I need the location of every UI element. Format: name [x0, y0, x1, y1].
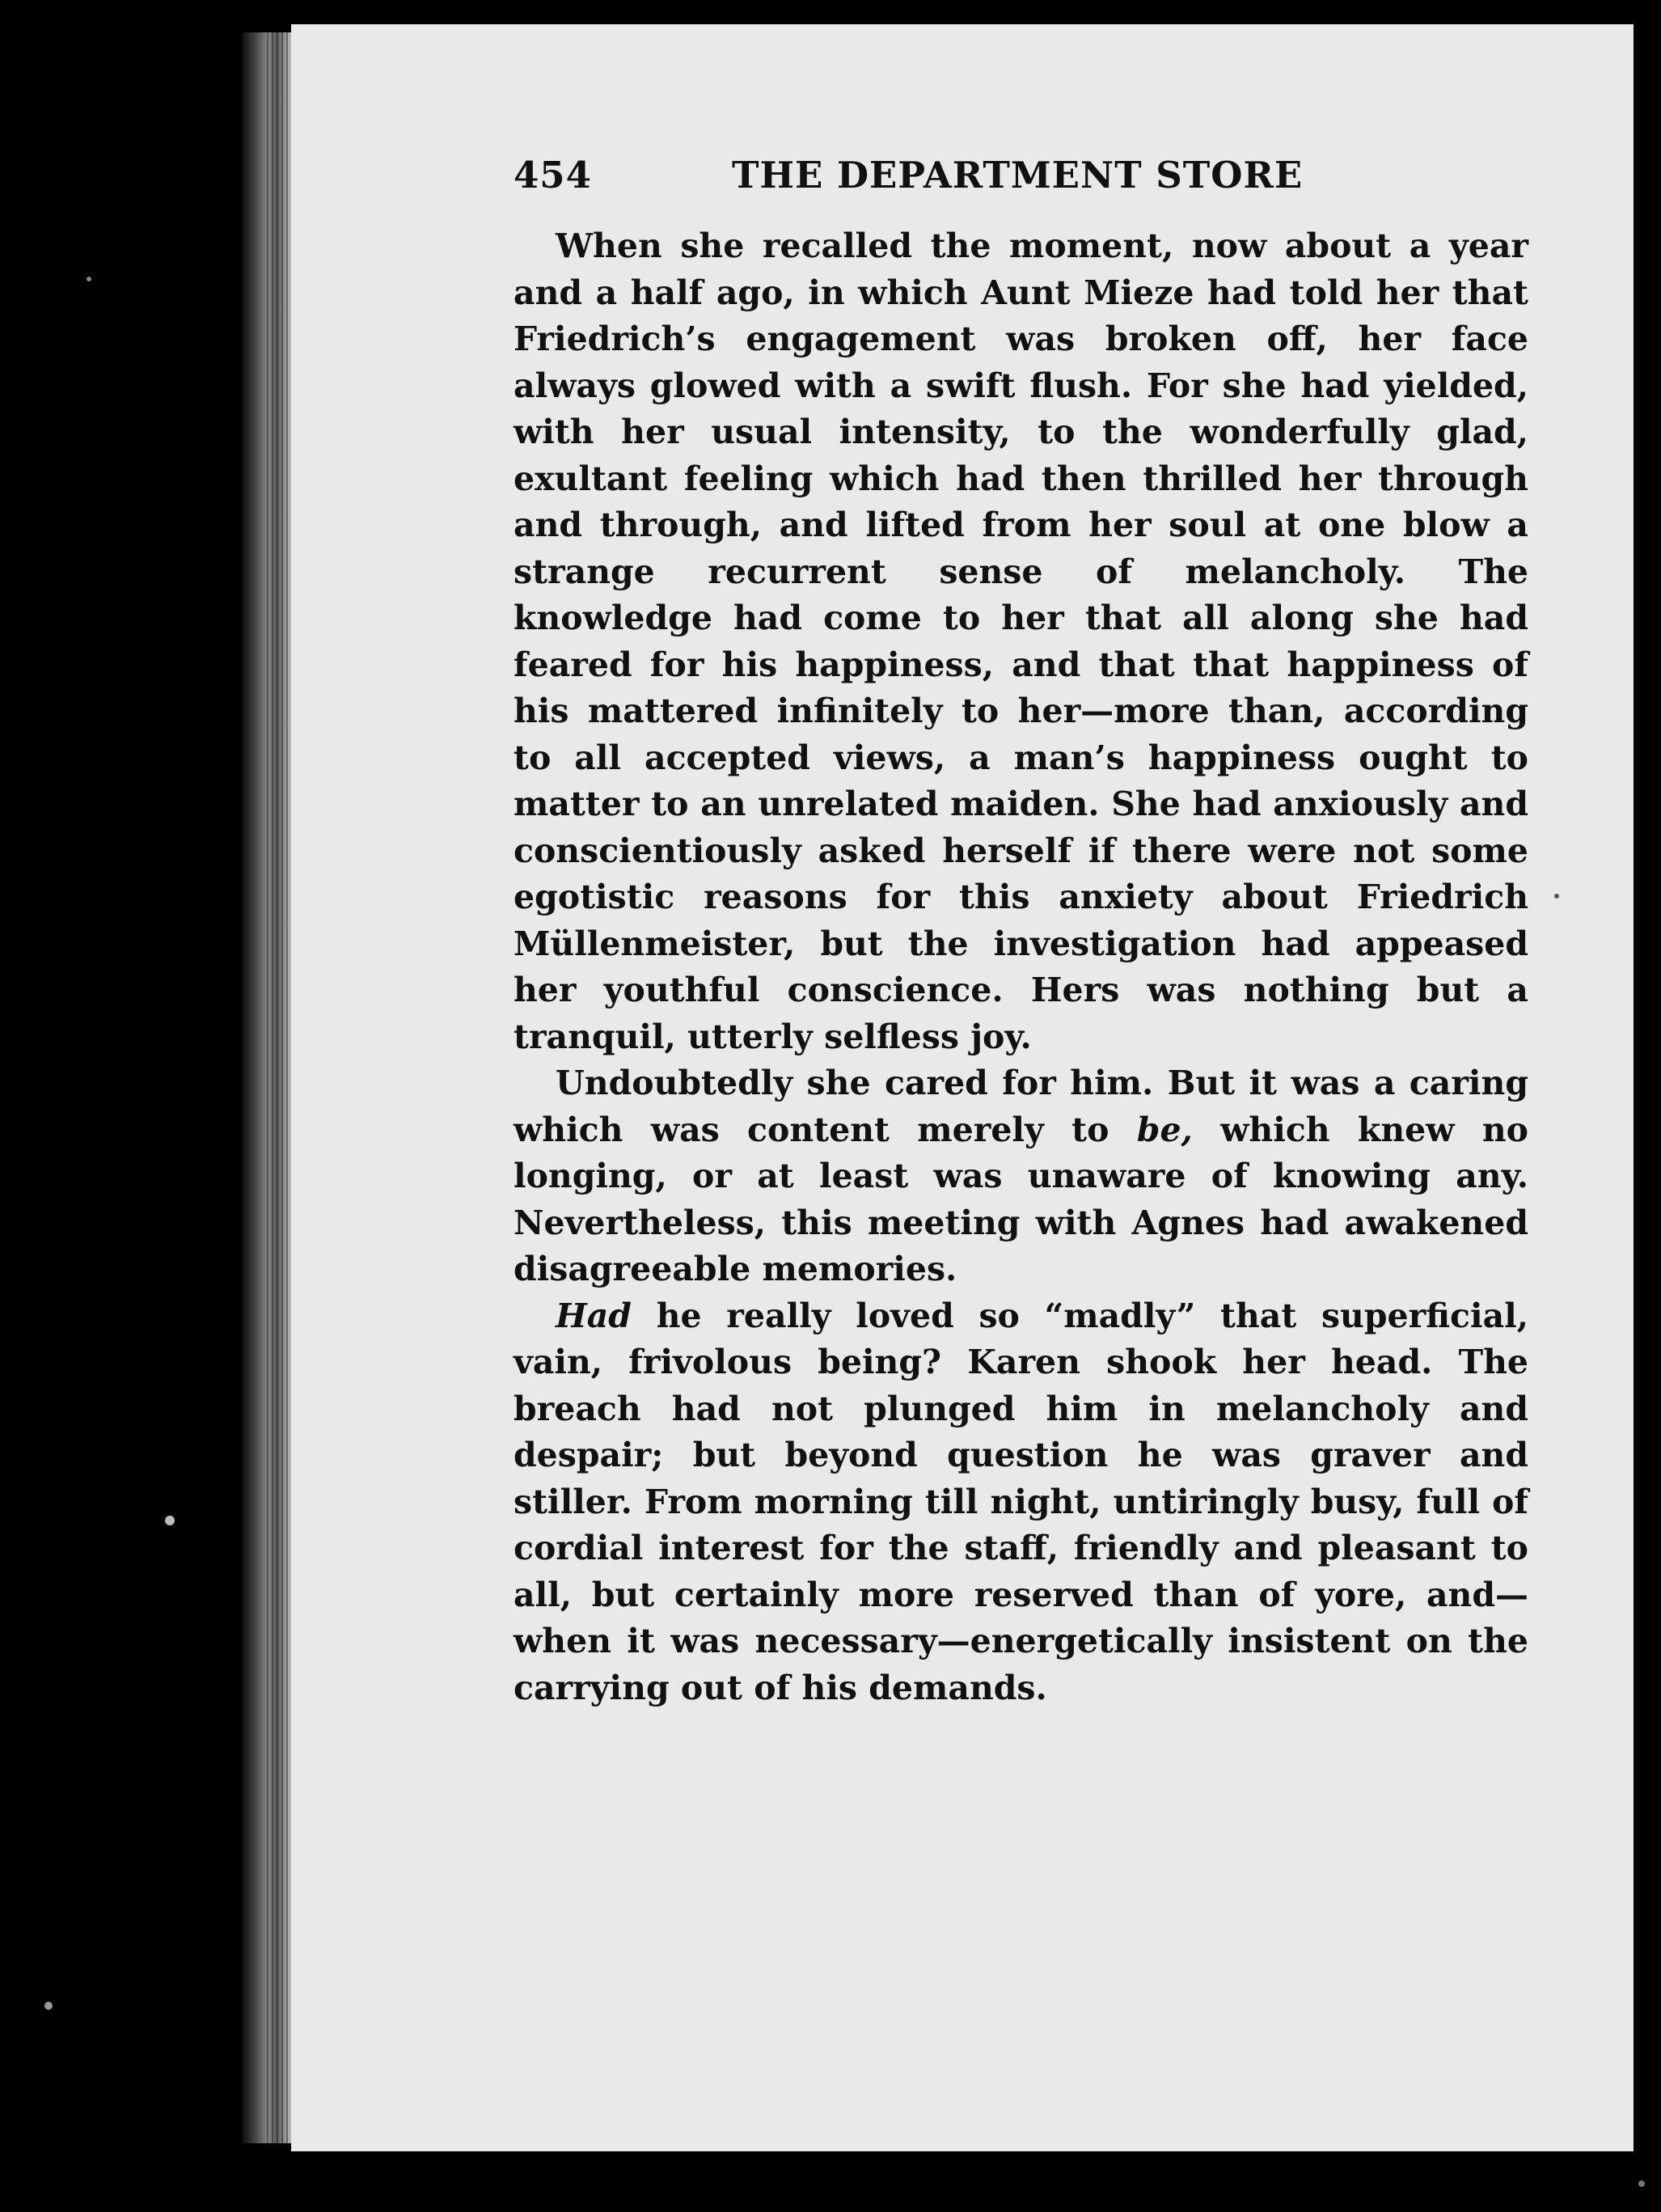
book-page — [291, 24, 1634, 2151]
book-edge — [0, 0, 267, 2212]
running-head — [514, 146, 1528, 202]
running-title: THE DEPARTMENT STORE — [732, 154, 1304, 197]
text-run: which knew no longing, or at least was unaware of knowing any. Nevertheless, this meeting with Agnes had awakened disagreeable memories. — [514, 1110, 1529, 1288]
italic-text: be, — [1136, 1110, 1193, 1149]
page-number: 454 — [514, 154, 592, 197]
paragraph — [514, 1293, 1528, 1712]
speck — [1638, 2180, 1645, 2187]
body-text — [514, 223, 1528, 1711]
text-run: When she recalled the moment, now about a year and a half ago, in which Aunt Mieze had told her that Friedrich’s engagement was broken off, her face always glowed with a swift flush. For she had yielded, with her usual intensity, to the wonderfully glad, exultant feeling which had then thrilled her through and through, and lifted from her soul at one blow a strange recurrent sense of melancholy. The knowledge had come to her that all along she had feared for his happiness, and that that happiness of his mattered infinitely to her—more than, according to all accepted views, a man’s happiness ought to matter to an unrelated maiden. She had anxiously and conscientiously asked herself if there were not some egotistic reasons for this anxiety about Friedrich Müllenmeister, but the investigation had appeased her youthful conscience. Hers was nothing but a tranquil, utterly selfless joy. — [514, 226, 1528, 1056]
text-run: he really loved so “madly” that superficial, vain, frivolous being? Karen shook her head. The breach had not plunged him in melancholy and despair; but beyond question he was graver and stiller. From morning till night, untiringly busy, full of cordial interest for the staff, friendly and pleasant to all, but certainly more reserved than of yore, and—when it was necessary—energetically insistent on the carrying out of his demands. — [514, 1296, 1528, 1707]
paragraph — [514, 223, 1528, 1060]
text-run: Undoubtedly she cared for him. But it was a caring which was content merely to — [514, 1064, 1528, 1149]
text-block — [514, 146, 1528, 1711]
italic-text: Had — [556, 1296, 632, 1335]
paragraph — [514, 1060, 1528, 1293]
